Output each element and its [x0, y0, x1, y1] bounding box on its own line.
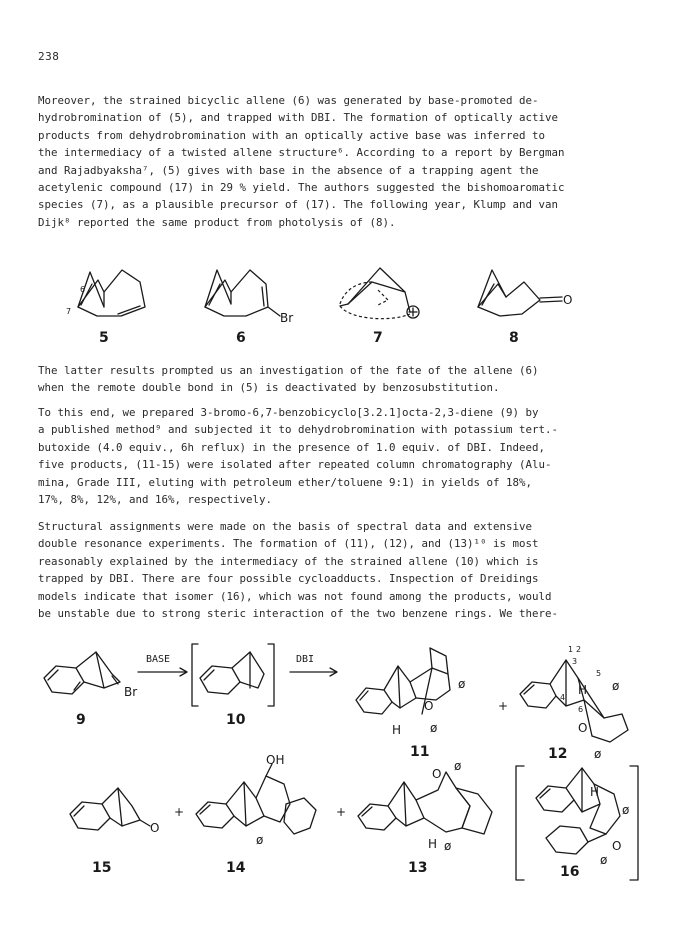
phenyl-group: ø [444, 839, 452, 853]
structure-10 [192, 644, 274, 728]
locant-6: 6 [578, 705, 584, 714]
structure-14 [196, 753, 316, 876]
text-line: Moreover, the strained bicyclic allene (6) was generated by base-promoted de- [38, 94, 539, 107]
bromo-atom: Br [280, 311, 294, 325]
text-line: mina, Grade III, eluting with petroleum ether/toluene 9:1) in yields of 18%, [38, 475, 533, 489]
locant-2: 2 [576, 645, 582, 654]
label-9: 9 [76, 712, 86, 728]
phenyl-group: ø [256, 833, 264, 847]
label-11: 11 [410, 744, 430, 760]
oxo-atom: O [563, 293, 573, 307]
phenyl-group: ø [454, 759, 462, 773]
oxygen-atom: O [150, 821, 160, 835]
text-line: a published method⁹ and subjected it to dehydrobromination with potassium tert.- [38, 423, 559, 437]
label-16: 16 [560, 864, 580, 880]
phenyl-group: ø [430, 721, 438, 735]
structure-12 [520, 645, 628, 762]
structure-13 [358, 759, 492, 876]
scheme-dehydrobromination [0, 638, 680, 928]
structure-9 [44, 652, 137, 728]
locant-3: 3 [572, 657, 578, 666]
oxygen-atom: O [578, 721, 588, 735]
label-10: 10 [226, 712, 246, 728]
paragraph-intro [38, 92, 638, 231]
phenyl-group: ø [594, 747, 602, 761]
text-line: double resonance experiments. The formation of (11), (12), and (13)¹⁰ is most [38, 537, 539, 551]
text-line: hydrobromination of (5), and trapped with DBI. The formation of optically active [38, 111, 559, 125]
structure-7 [340, 268, 419, 346]
page-number: 238 [38, 50, 60, 63]
plus-sign: + [498, 699, 509, 713]
hydrogen-atom: H [428, 837, 438, 851]
text-line: species (7), as a plausible precursor of (17). The following year, Klump and van [38, 198, 559, 212]
structure-16 [516, 766, 638, 880]
structure-5 [66, 270, 145, 346]
oxygen-atom: O [612, 839, 622, 853]
text-line: Structural assignments were made on the basis of spectral data and extensive [38, 520, 533, 533]
text-line: products from dehydrobromination with an optically active base was inferred to [38, 128, 546, 142]
text-line: be unstable due to strong steric interaction of the two benzene rings. We there- [38, 607, 559, 621]
hydrogen-atom: H [590, 785, 600, 799]
text-line: when the remote double bond in (5) is deactivated by benzosubstitution. [38, 381, 500, 395]
oxygen-atom: O [424, 699, 434, 713]
hydrogen-atom: H [392, 723, 402, 737]
hydroxyl-group: OH [266, 753, 285, 767]
structure-8 [478, 270, 572, 346]
text-line: The latter results prompted us an investigation of the fate of the allene (6) [38, 364, 539, 377]
locant-6: 6 [80, 285, 86, 294]
text-line: butoxide (4.0 equiv., 6h reflux) in the presence of 1.0 equiv. of DBI. Indeed, [38, 440, 546, 454]
paragraph-synthesis [38, 404, 638, 508]
label-8: 8 [509, 330, 519, 346]
arrow-label-dbi: DBI [296, 654, 315, 665]
text-line: Dijk⁸ reported the same product from photolysis of (8). [38, 215, 396, 229]
text-line: and Rajadbyaksha⁷, (5) gives with base in the absence of a trapping agent the [38, 163, 539, 177]
phenyl-group: ø [612, 679, 620, 693]
locant-5: 5 [596, 669, 602, 678]
paragraph-latter-results [38, 362, 638, 397]
label-13: 13 [408, 860, 428, 876]
text-line: 17%, 8%, 12%, and 16%, respectively. [38, 493, 273, 507]
locant-7: 7 [66, 307, 72, 316]
locant-4: 4 [560, 693, 566, 702]
arrow-dbi [290, 654, 337, 676]
scheme-structures-5-8 [0, 262, 680, 354]
label-5: 5 [99, 330, 109, 346]
text-line: trapped by DBI. There are four possible cycloadducts. Inspection of Dreidings [38, 572, 539, 586]
phenyl-group: ø [458, 677, 466, 691]
bromo-atom: Br [124, 685, 138, 699]
oxygen-atom: O [432, 767, 442, 781]
text-line: reasonably explained by the intermediacy of the strained allene (10) which is [38, 554, 539, 568]
label-7: 7 [373, 330, 383, 346]
structure-11 [356, 648, 465, 760]
text-line: To this end, we prepared 3-bromo-6,7-benzobicyclo[3.2.1]octa-2,3-diene (9) by [38, 406, 539, 419]
label-14: 14 [226, 860, 246, 876]
text-line: five products, (11-15) were isolated after repeated column chromatography (Alu- [38, 458, 552, 472]
arrow-base [138, 654, 187, 676]
arrow-label-base: BASE [146, 654, 171, 665]
label-6: 6 [236, 330, 246, 346]
text-line: models indicate that isomer (16), which was not found among the products, would [38, 589, 552, 603]
locant-1: 1 [568, 645, 574, 654]
plus-sign: + [336, 805, 347, 819]
plus-sign: + [174, 805, 185, 819]
structure-15 [70, 788, 159, 876]
paragraph-structural-assignments [38, 518, 638, 622]
label-12: 12 [548, 746, 568, 762]
text-line: the intermediacy of a twisted allene structure⁶. According to a report by Bergman [38, 146, 565, 160]
text-line: acetylenic compound (17) in 29 % yield. The authors suggested the bishomoaromatic [38, 181, 565, 195]
phenyl-group: ø [600, 853, 608, 867]
label-15: 15 [92, 860, 112, 876]
hydrogen-atom: H [578, 683, 588, 697]
phenyl-group: ø [622, 803, 630, 817]
structure-6 [205, 270, 293, 346]
